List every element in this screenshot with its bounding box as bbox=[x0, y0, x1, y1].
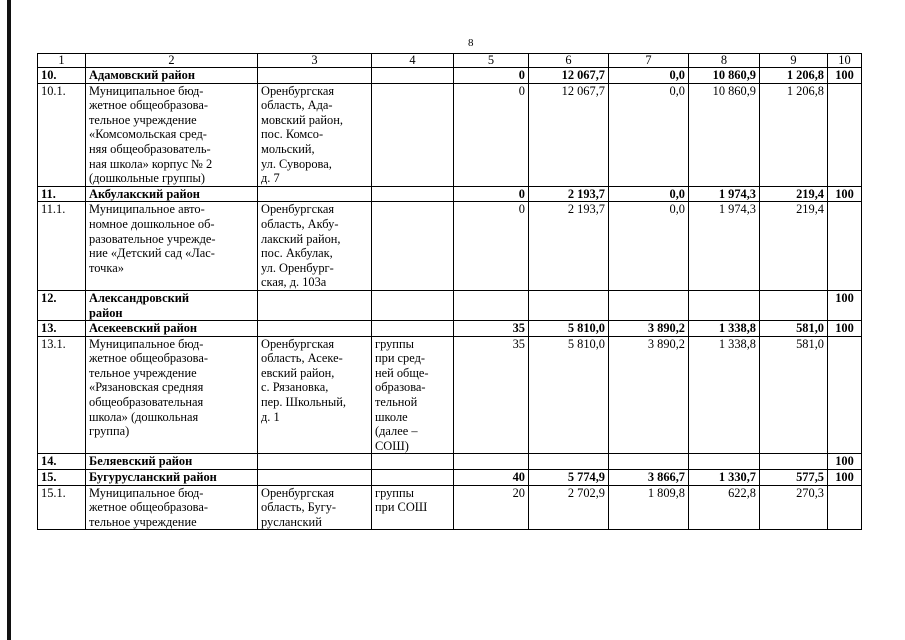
row-number-cell: 13.1. bbox=[38, 336, 86, 454]
name-line: тельное учреждение bbox=[89, 112, 197, 127]
name-line: «Комсомольская сред- bbox=[89, 127, 207, 142]
address-line: д. 7 bbox=[261, 171, 280, 186]
percent-cell bbox=[828, 336, 862, 454]
row-number-cell: 10.1. bbox=[38, 83, 86, 186]
value-cell-c7: 0,0 bbox=[609, 202, 689, 291]
value-cell-c6 bbox=[529, 290, 609, 320]
value-cell-c6: 12 067,7 bbox=[529, 68, 609, 84]
value-cell-c8: 10 860,9 bbox=[689, 68, 760, 84]
value-cell-c6: 5 810,0 bbox=[529, 336, 609, 454]
address-line: мольский, bbox=[261, 141, 315, 156]
value-cell-c8: 1 338,8 bbox=[689, 336, 760, 454]
value-cell-c6: 2 702,9 bbox=[529, 485, 609, 530]
value-cell-c9: 581,0 bbox=[760, 336, 828, 454]
value-cell-c8: 10 860,9 bbox=[689, 83, 760, 186]
district-row bbox=[38, 290, 862, 320]
name-cell bbox=[86, 68, 258, 84]
kind-cell bbox=[372, 290, 454, 320]
address-cell bbox=[258, 290, 372, 320]
value-cell-c5: 20 bbox=[454, 485, 529, 530]
row-number-cell: 15. bbox=[38, 470, 86, 486]
address-cell bbox=[258, 68, 372, 84]
kind-line: образова- bbox=[375, 380, 426, 395]
name-cell bbox=[86, 336, 258, 454]
kind-cell bbox=[372, 186, 454, 202]
value-cell-c7: 0,0 bbox=[609, 83, 689, 186]
address-line: д. 1 bbox=[261, 409, 280, 424]
institution-row bbox=[38, 336, 862, 454]
institution-row bbox=[38, 485, 862, 530]
value-cell-c7: 1 809,8 bbox=[609, 485, 689, 530]
district-row bbox=[38, 454, 862, 470]
name-line: Муниципальное бюд- bbox=[89, 83, 204, 98]
address-line: пер. Школьный, bbox=[261, 395, 346, 410]
name-line: Муниципальное бюд- bbox=[89, 336, 204, 351]
header-cell: 2 bbox=[86, 54, 258, 68]
header-cell: 1 bbox=[38, 54, 86, 68]
district-row bbox=[38, 470, 862, 486]
value-cell-c8: 1 330,7 bbox=[689, 470, 760, 486]
address-line: мовский район, bbox=[261, 112, 343, 127]
value-cell-c7 bbox=[609, 290, 689, 320]
budget-table bbox=[37, 53, 862, 530]
address-line: область, Акбу- bbox=[261, 216, 339, 231]
header-cell: 3 bbox=[258, 54, 372, 68]
address-line: пос. Акбулак, bbox=[261, 246, 333, 261]
kind-cell bbox=[372, 202, 454, 291]
kind-line: тельной bbox=[375, 395, 418, 410]
header-cell: 7 bbox=[609, 54, 689, 68]
kind-line: при сред- bbox=[375, 351, 426, 366]
name-line: Адамовский район bbox=[89, 68, 195, 82]
percent-cell: 100 bbox=[828, 470, 862, 486]
name-line: «Рязановская средняя bbox=[89, 380, 204, 395]
value-cell-c7: 0,0 bbox=[609, 186, 689, 202]
value-cell-c9: 1 206,8 bbox=[760, 83, 828, 186]
value-cell-c6: 2 193,7 bbox=[529, 186, 609, 202]
name-line: ние «Детский сад «Лас- bbox=[89, 246, 215, 261]
kind-cell bbox=[372, 83, 454, 186]
kind-cell bbox=[372, 68, 454, 84]
kind-line: ней обще- bbox=[375, 365, 429, 380]
name-cell bbox=[86, 485, 258, 530]
value-cell-c5: 0 bbox=[454, 68, 529, 84]
name-line: общеобразовательная bbox=[89, 395, 204, 410]
name-line: тельное учреждение bbox=[89, 365, 197, 380]
value-cell-c7 bbox=[609, 454, 689, 470]
name-line: Александровский bbox=[89, 290, 190, 305]
kind-cell bbox=[372, 470, 454, 486]
address-line: пос. Комсо- bbox=[261, 127, 324, 142]
name-line: Акбулакский район bbox=[89, 186, 200, 201]
value-cell-c9: 577,5 bbox=[760, 470, 828, 486]
address-line: ул. Суворова, bbox=[261, 156, 332, 171]
address-cell bbox=[258, 83, 372, 186]
header-cell: 6 bbox=[529, 54, 609, 68]
address-line: лакский район, bbox=[261, 231, 341, 246]
header-cell: 8 bbox=[689, 54, 760, 68]
name-line: ная школа» корпус № 2 bbox=[89, 156, 213, 171]
value-cell-c6: 12 067,7 bbox=[529, 83, 609, 186]
address-cell bbox=[258, 485, 372, 530]
name-line: няя общеобразователь- bbox=[89, 141, 211, 156]
name-cell bbox=[86, 186, 258, 202]
row-number-cell: 11.1. bbox=[38, 202, 86, 291]
name-line: номное дошкольное об- bbox=[89, 216, 215, 231]
value-cell-c7: 3 890,2 bbox=[609, 321, 689, 337]
address-line: русланский bbox=[261, 514, 322, 529]
value-cell-c9: 219,4 bbox=[760, 186, 828, 202]
name-line: жетное общеобразова- bbox=[89, 98, 208, 113]
address-line: область, Асеке- bbox=[261, 351, 343, 366]
address-line: Оренбургская bbox=[261, 336, 335, 351]
name-line: разовательное учрежде- bbox=[89, 231, 216, 246]
left-margin-bar bbox=[7, 0, 11, 640]
value-cell-c5 bbox=[454, 454, 529, 470]
address-line: Оренбургская bbox=[261, 485, 335, 500]
institution-row bbox=[38, 202, 862, 291]
kind-cell bbox=[372, 321, 454, 337]
address-line: область, Ада- bbox=[261, 98, 333, 113]
address-line: Оренбургская bbox=[261, 83, 335, 98]
value-cell-c9: 1 206,8 bbox=[760, 68, 828, 84]
name-line: группа) bbox=[89, 424, 130, 439]
value-cell-c5: 40 bbox=[454, 470, 529, 486]
header-cell: 10 bbox=[828, 54, 862, 68]
name-line: район bbox=[89, 305, 123, 320]
name-cell bbox=[86, 290, 258, 320]
value-cell-c7: 0,0 bbox=[609, 68, 689, 84]
page-number: 8 bbox=[468, 37, 474, 49]
name-line: Беляевский район bbox=[89, 454, 193, 469]
header-row bbox=[38, 54, 862, 68]
value-cell-c5: 35 bbox=[454, 321, 529, 337]
value-cell-c9: 581,0 bbox=[760, 321, 828, 337]
name-cell bbox=[86, 202, 258, 291]
value-cell-c5: 0 bbox=[454, 83, 529, 186]
address-line: с. Рязановка, bbox=[261, 380, 329, 395]
name-line: Муниципальное бюд- bbox=[89, 485, 204, 500]
value-cell-c8: 1 338,8 bbox=[689, 321, 760, 337]
row-number-cell: 13. bbox=[38, 321, 86, 337]
value-cell-c8: 1 974,3 bbox=[689, 186, 760, 202]
row-number-cell: 11. bbox=[38, 186, 86, 202]
value-cell-c9: 270,3 bbox=[760, 485, 828, 530]
percent-cell: 100 bbox=[828, 290, 862, 320]
district-row bbox=[38, 186, 862, 202]
percent-cell bbox=[828, 485, 862, 530]
row-number-cell: 12. bbox=[38, 290, 86, 320]
kind-line: школе bbox=[375, 409, 408, 424]
kind-cell bbox=[372, 485, 454, 530]
address-cell bbox=[258, 321, 372, 337]
name-line: тельное учреждение bbox=[89, 514, 197, 529]
address-line: ул. Оренбург- bbox=[261, 260, 334, 275]
value-cell-c8: 622,8 bbox=[689, 485, 760, 530]
address-cell bbox=[258, 202, 372, 291]
name-line: точка» bbox=[89, 260, 124, 275]
header-cell: 9 bbox=[760, 54, 828, 68]
name-cell bbox=[86, 83, 258, 186]
kind-line: СОШ) bbox=[375, 438, 409, 453]
value-cell-c9 bbox=[760, 290, 828, 320]
name-line: Асекеевский район bbox=[89, 321, 198, 336]
kind-line: группы bbox=[375, 485, 414, 500]
value-cell-c9 bbox=[760, 454, 828, 470]
address-line: ская, д. 103а bbox=[261, 275, 327, 290]
header-cell: 4 bbox=[372, 54, 454, 68]
percent-cell bbox=[828, 83, 862, 186]
header-cell: 5 bbox=[454, 54, 529, 68]
value-cell-c5: 35 bbox=[454, 336, 529, 454]
value-cell-c5 bbox=[454, 290, 529, 320]
name-line: Бугурусланский район bbox=[89, 470, 217, 485]
kind-line: при СОШ bbox=[375, 500, 428, 515]
value-cell-c8: 1 974,3 bbox=[689, 202, 760, 291]
name-cell bbox=[86, 470, 258, 486]
value-cell-c6: 2 193,7 bbox=[529, 202, 609, 291]
value-cell-c6 bbox=[529, 454, 609, 470]
address-line: область, Бугу- bbox=[261, 500, 337, 515]
value-cell-c6: 5 810,0 bbox=[529, 321, 609, 337]
address-line: Оренбургская bbox=[261, 202, 335, 217]
name-line: жетное общеобразова- bbox=[89, 351, 208, 366]
address-cell bbox=[258, 336, 372, 454]
kind-line: (далее – bbox=[375, 424, 418, 439]
address-cell bbox=[258, 186, 372, 202]
name-cell bbox=[86, 454, 258, 470]
row-number-cell: 15.1. bbox=[38, 485, 86, 530]
row-number-cell: 10. bbox=[38, 68, 86, 84]
address-cell bbox=[258, 470, 372, 486]
kind-cell bbox=[372, 454, 454, 470]
value-cell-c7: 3 890,2 bbox=[609, 336, 689, 454]
value-cell-c8 bbox=[689, 454, 760, 470]
name-line: школа» (дошкольная bbox=[89, 409, 199, 424]
percent-cell: 100 bbox=[828, 68, 862, 84]
district-row bbox=[38, 321, 862, 337]
address-line: евский район, bbox=[261, 365, 335, 380]
percent-cell: 100 bbox=[828, 186, 862, 202]
institution-row bbox=[38, 83, 862, 186]
value-cell-c7: 3 866,7 bbox=[609, 470, 689, 486]
value-cell-c5: 0 bbox=[454, 202, 529, 291]
name-line: (дошкольные группы) bbox=[89, 171, 205, 186]
value-cell-c6: 5 774,9 bbox=[529, 470, 609, 486]
kind-line: группы bbox=[375, 336, 414, 351]
name-line: жетное общеобразова- bbox=[89, 500, 208, 515]
value-cell-c9: 219,4 bbox=[760, 202, 828, 291]
row-number-cell: 14. bbox=[38, 454, 86, 470]
name-line: Муниципальное авто- bbox=[89, 202, 205, 217]
value-cell-c5: 0 bbox=[454, 186, 529, 202]
percent-cell: 100 bbox=[828, 321, 862, 337]
district-row bbox=[38, 68, 862, 84]
percent-cell: 100 bbox=[828, 454, 862, 470]
value-cell-c8 bbox=[689, 290, 760, 320]
kind-cell bbox=[372, 336, 454, 454]
name-cell bbox=[86, 321, 258, 337]
address-cell bbox=[258, 454, 372, 470]
percent-cell bbox=[828, 202, 862, 291]
